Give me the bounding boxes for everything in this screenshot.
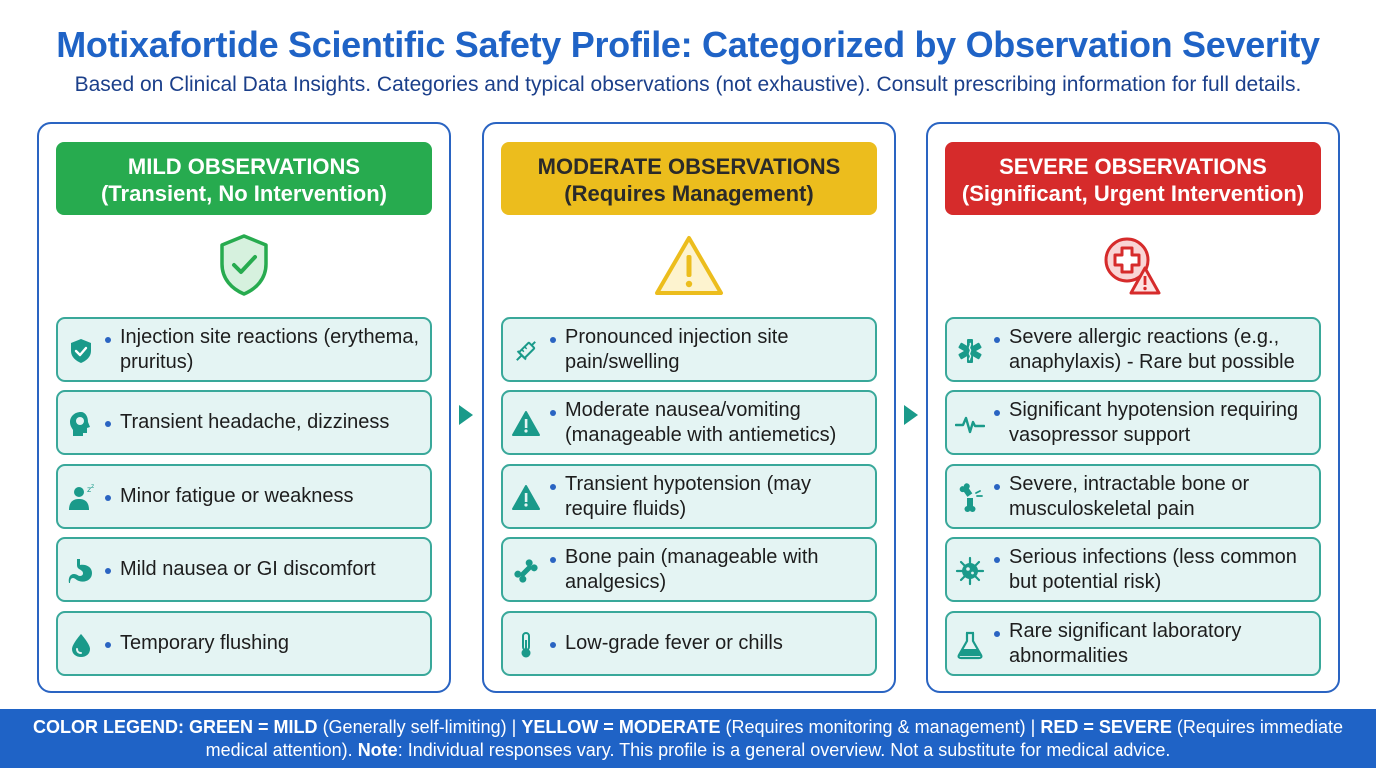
- moderate-item-text: Low-grade fever or chills: [565, 632, 783, 654]
- page-title: Motixafortide Scientific Safety Profile: Categorized by Observation Severity: [56, 24, 1320, 65]
- severe-item-text: Rare significant laboratory abnormalities: [1009, 619, 1242, 667]
- legend-yellow-desc: (Requires monitoring & management) |: [725, 717, 1036, 737]
- severe-header-title: SEVERE OBSERVATIONS: [999, 154, 1267, 179]
- medical-cross-alert-icon: [1093, 230, 1173, 300]
- bone-icon: [511, 556, 541, 586]
- moderate-header-subtitle: (Requires Management): [564, 181, 814, 206]
- bullet-dot: [550, 642, 556, 648]
- legend-red-key: RED = SEVERE: [1040, 717, 1172, 737]
- severe-header: [945, 142, 1321, 215]
- moderate-header: [501, 142, 877, 215]
- mild-item-text: Transient headache, dizziness: [120, 411, 390, 433]
- syringe-icon: [511, 336, 541, 366]
- svg-text:z: z: [87, 485, 92, 494]
- moderate-item-text: Transient hypotension (may require fluids): [565, 472, 812, 520]
- mild-item: [56, 390, 432, 455]
- severe-item-text: Serious infections (less common but potential risk): [1009, 545, 1297, 593]
- mild-item: [56, 611, 432, 676]
- virus-icon: [955, 556, 985, 586]
- warning-icon: [511, 483, 541, 513]
- severe-item-text: Significant hypotension requiring vasopressor support: [1009, 398, 1299, 446]
- mild-header-title: MILD OBSERVATIONS: [127, 154, 361, 179]
- mild-item: [56, 317, 432, 382]
- bullet-dot: [550, 557, 556, 563]
- bullet-dot: [105, 421, 111, 427]
- severe-header-subtitle: (Significant, Urgent Intervention): [961, 181, 1305, 206]
- mild-item: [56, 464, 432, 529]
- bullet-dot: [994, 337, 1000, 343]
- moderate-item: [501, 464, 877, 529]
- severe-item: [945, 390, 1321, 455]
- severe-item: [945, 537, 1321, 602]
- mild-column: [37, 122, 451, 693]
- bullet-dot: [105, 568, 111, 574]
- bullet-dot: [994, 557, 1000, 563]
- warning-icon: [511, 409, 541, 439]
- moderate-header-title: MODERATE OBSERVATIONS: [537, 154, 841, 179]
- legend-yellow-key: YELLOW = MODERATE: [521, 717, 721, 737]
- stomach-icon: [66, 556, 96, 586]
- bullet-dot: [105, 642, 111, 648]
- moderate-item-text: Bone pain (manageable with analgesics): [565, 545, 819, 593]
- shield-icon: [66, 336, 96, 366]
- moderate-item: [501, 317, 877, 382]
- mild-item-text: Temporary flushing: [120, 632, 289, 654]
- mild-header-subtitle: (Transient, No Intervention): [100, 181, 388, 206]
- broken-bone-icon: [955, 483, 985, 513]
- moderate-item: [501, 537, 877, 602]
- severe-item: [945, 464, 1321, 529]
- bullet-dot: [994, 410, 1000, 416]
- bullet-dot: [994, 631, 1000, 637]
- moderate-column: [482, 122, 896, 693]
- medical-star-icon: [955, 336, 985, 366]
- arrow-right-icon: [903, 404, 919, 426]
- color-legend-footer: [0, 709, 1376, 768]
- legend-label: COLOR LEGEND:: [33, 717, 185, 737]
- mild-header: [56, 142, 432, 215]
- severe-item-text: Severe allergic reactions (e.g., anaphylaxis) - Rare but possible: [1009, 325, 1295, 373]
- legend-green-desc: (Generally self-limiting) |: [322, 717, 517, 737]
- warning-triangle-icon: [649, 230, 729, 300]
- head-icon: [66, 409, 96, 439]
- mild-item-text: Minor fatigue or weakness: [120, 485, 354, 507]
- moderate-item-text: Moderate nausea/vomiting (manageable with antiemetics): [565, 398, 837, 446]
- mild-item-text: Injection site reactions (erythema, pruritus): [120, 325, 420, 373]
- arrow-right-icon: [458, 404, 474, 426]
- bullet-dot: [994, 484, 1000, 490]
- bullet-dot: [550, 484, 556, 490]
- severe-item-text: Severe, intractable bone or musculoskeletal pain: [1009, 472, 1250, 520]
- mild-item-text: Mild nausea or GI discomfort: [120, 558, 376, 580]
- moderate-item: [501, 390, 877, 455]
- flask-icon: [955, 630, 985, 660]
- severe-item: [945, 317, 1321, 382]
- legend-green-key: GREEN = MILD: [189, 717, 318, 737]
- bullet-dot: [550, 410, 556, 416]
- shield-check-icon: [204, 230, 284, 300]
- moderate-item: [501, 611, 877, 676]
- page-subtitle: Based on Clinical Data Insights. Categories and typical observations (not exhaustive). Consult prescribing information for full details.: [74, 73, 1302, 96]
- legend-note-text: : Individual responses vary. This profile is a general overview. Not a substitute for medical advice.: [397, 740, 1171, 760]
- droplet-icon: [66, 630, 96, 660]
- bullet-dot: [105, 337, 111, 343]
- svg-text:z: z: [91, 483, 95, 490]
- severe-column: [926, 122, 1340, 693]
- legend-note-label: Note: [357, 740, 398, 760]
- moderate-item-text: Pronounced injection site pain/swelling: [565, 325, 789, 373]
- bullet-dot: [105, 495, 111, 501]
- legend-red-desc: (Requires immediate medical attention).: [205, 717, 1343, 760]
- heartbeat-icon: [955, 409, 985, 439]
- mild-item: [56, 537, 432, 602]
- severe-item: [945, 611, 1321, 676]
- tired-person-icon: [66, 483, 96, 513]
- bullet-dot: [550, 337, 556, 343]
- thermometer-icon: [511, 630, 541, 660]
